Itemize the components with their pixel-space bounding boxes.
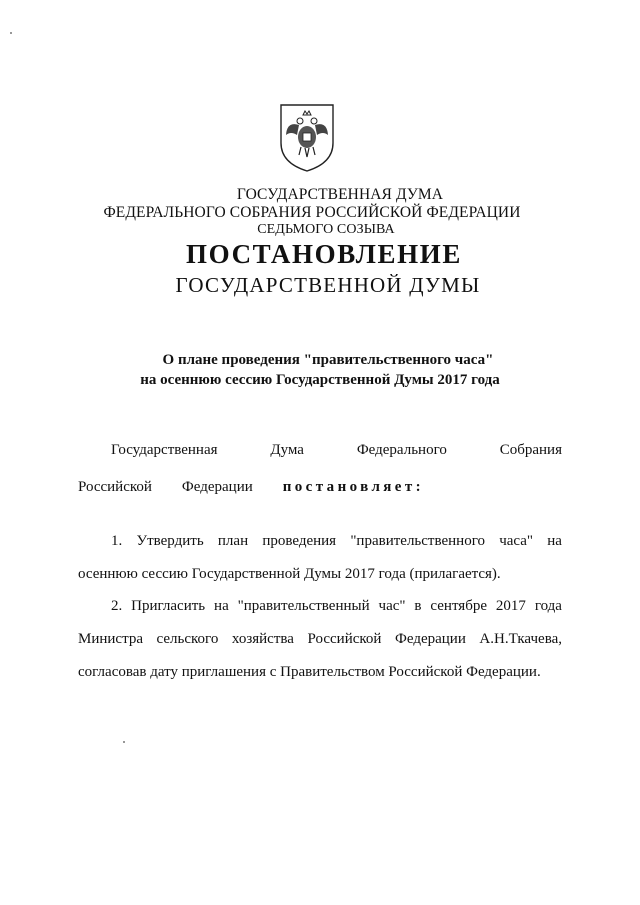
item1-line1: [111, 534, 562, 549]
item-word: Министра: [78, 631, 143, 647]
item-word: "правительственного: [350, 533, 485, 549]
item-word: года: [534, 598, 562, 614]
item-word: А.Н.Ткачева,: [479, 631, 562, 647]
item2-line1: [111, 599, 562, 614]
resolution-title-line2: на осеннюю сессию Государственной Думы 2017 года: [140, 372, 500, 388]
preamble-line1: [111, 443, 562, 458]
preamble-word: Дума: [270, 442, 304, 458]
preamble-word: Собрания: [499, 442, 562, 458]
item-word: на: [547, 533, 562, 549]
item-word: сельского: [156, 631, 219, 647]
convocation-line: СЕДЬМОГО СОЗЫВА: [257, 222, 395, 237]
item-word: на: [214, 598, 229, 614]
preamble-word: Российской: [78, 479, 152, 495]
scan-speck: [10, 32, 12, 34]
document-type: ПОСТАНОВЛЕНИЕ: [186, 239, 462, 269]
item-word: "правительственный: [237, 598, 370, 614]
item1-line2: осеннюю сессию Государственной Думы 2017 года (прилагается).: [78, 566, 501, 582]
org-name-line2: ФЕДЕРАЛЬНОГО СОБРАНИЯ РОССИЙСКОЙ ФЕДЕРАЦИИ: [103, 204, 521, 221]
preamble-word: Федерального: [356, 442, 447, 458]
resolution-title-line1: О плане проведения "правительственного часа": [162, 352, 494, 368]
item-word: Российской: [307, 631, 382, 647]
org-name-line1: ГОСУДАРСТВЕННАЯ ДУМА: [236, 186, 444, 203]
item-word: 2.: [111, 598, 123, 614]
preamble-word: Государственная: [111, 442, 218, 458]
item-word: 2017: [495, 598, 526, 614]
item-word: часа": [499, 533, 534, 549]
preamble-decree-word: постановляет:: [282, 479, 424, 495]
document-issuer: ГОСУДАРСТВЕННОЙ ДУМЫ: [175, 273, 481, 297]
item-word: сентябре: [430, 598, 487, 614]
item2-line2: [78, 632, 562, 647]
item-word: проведения: [262, 533, 337, 549]
coat-of-arms-icon: [277, 103, 337, 173]
preamble-line2: [78, 480, 424, 495]
scan-speck: [123, 741, 125, 743]
item-word: хозяйства: [231, 631, 294, 647]
item-word: 1.: [111, 533, 123, 549]
preamble-word: Федерации: [181, 479, 253, 495]
item-word: в: [414, 598, 422, 614]
item-word: Пригласить: [131, 598, 206, 614]
item-word: час": [378, 598, 406, 614]
item-word: Федерации: [395, 631, 466, 647]
item-word: план: [217, 533, 249, 549]
item-word: Утвердить: [136, 533, 204, 549]
item2-line3: согласовав дату приглашения с Правительством Российской Федерации.: [78, 664, 541, 680]
